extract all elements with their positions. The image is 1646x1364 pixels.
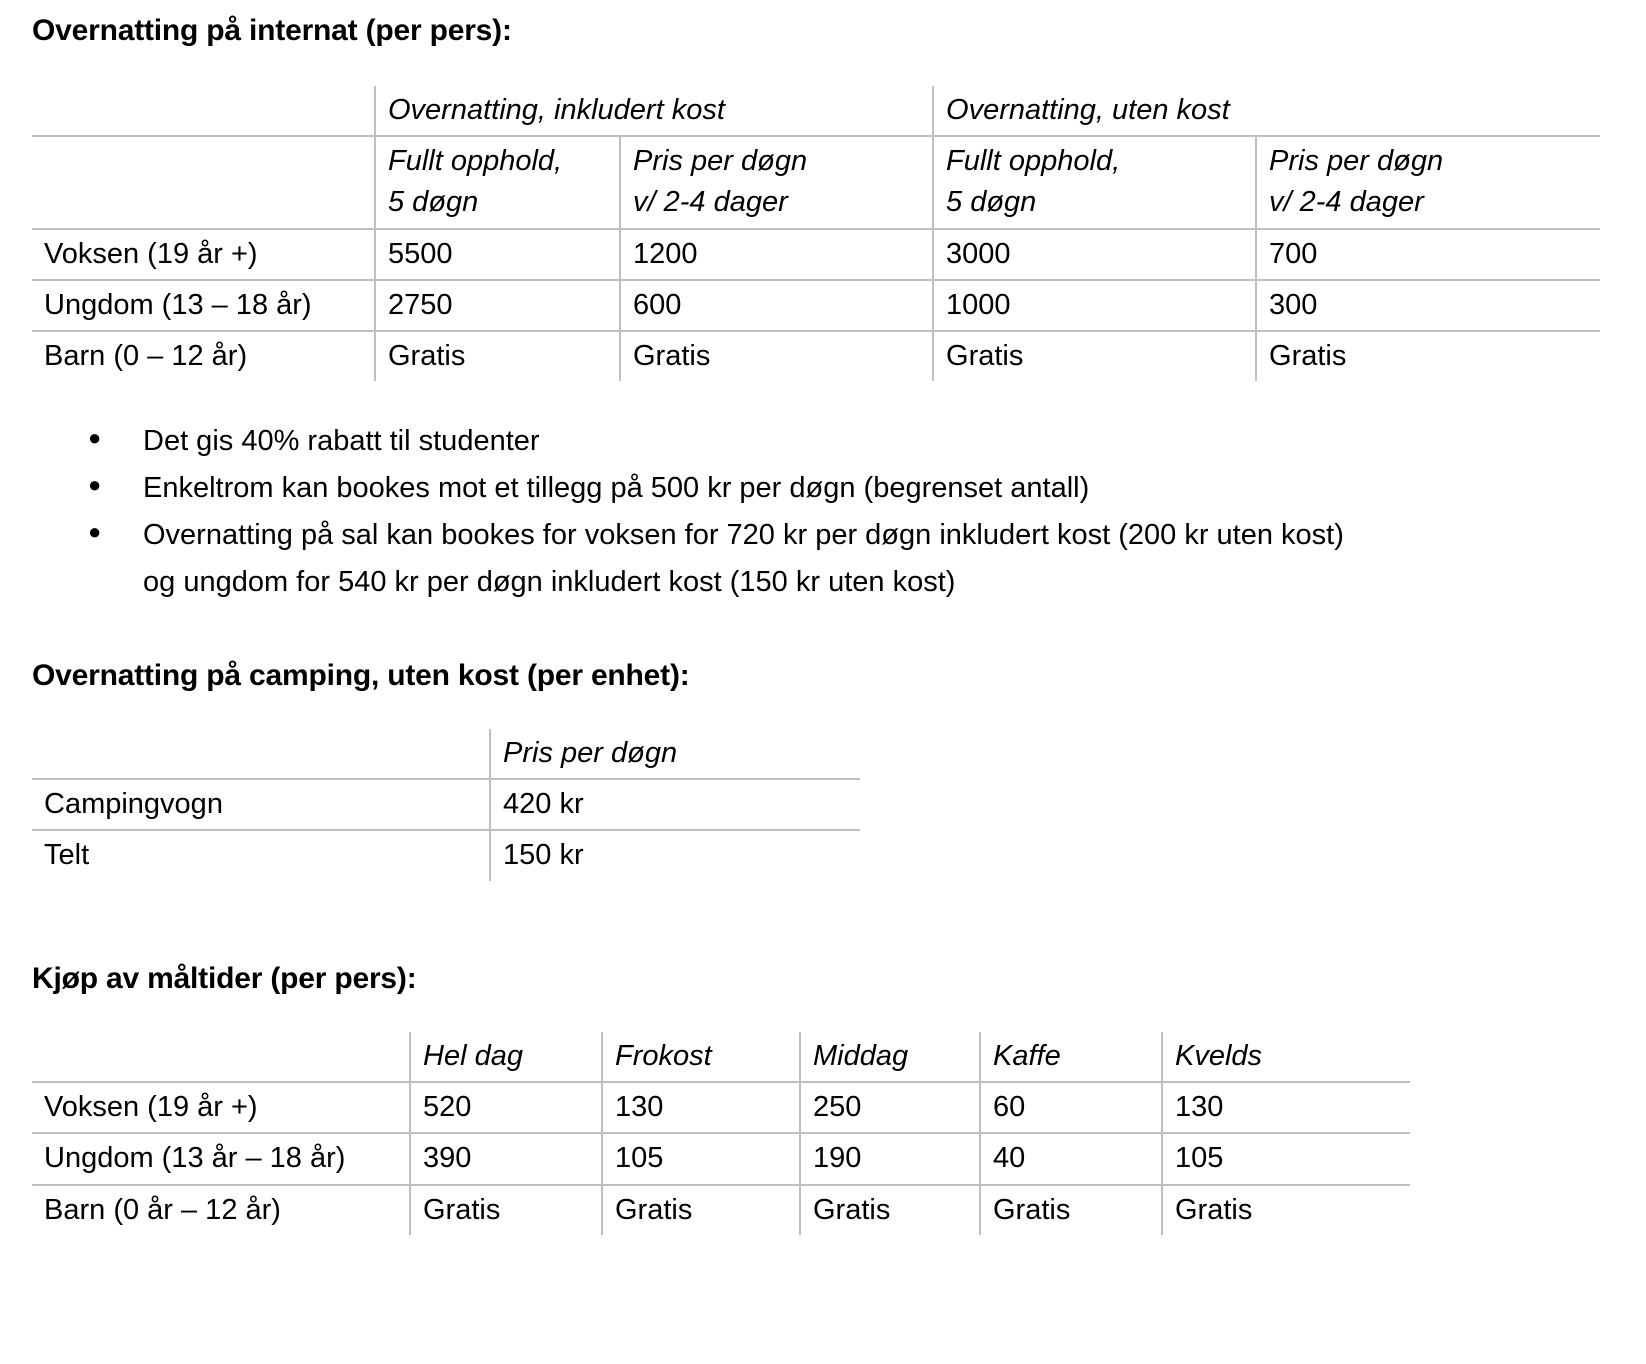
table-row-column-header <box>32 729 860 779</box>
column-header-line1: Pris per døgn <box>633 145 808 178</box>
group-header-corner <box>32 86 375 136</box>
row-label: Barn (0 år – 12 år) <box>44 1193 281 1226</box>
cell-value: 5500 <box>375 229 620 280</box>
table-row-column-header <box>32 136 1600 228</box>
column-header-corner <box>32 136 375 228</box>
heading-overnatting-internat: Overnatting på internat (per pers): <box>32 14 512 47</box>
table-row <box>32 1082 1410 1133</box>
cell-value: 105 <box>1162 1133 1410 1184</box>
column-header-pris-per-dogn-inkl <box>620 136 933 228</box>
cell-value: 1000 <box>933 280 1256 331</box>
cell-value: 60 <box>980 1082 1162 1133</box>
lodging-price-table <box>32 86 1600 381</box>
table-row <box>32 229 1600 280</box>
cell-value: Gratis <box>620 331 933 381</box>
table-row-group-header <box>32 86 1600 136</box>
cell-value: 2750 <box>375 280 620 331</box>
list-item-line1: Det gis 40% rabatt til studenter <box>143 425 540 457</box>
cell-value: 700 <box>1256 229 1600 280</box>
column-header-kvelds: Kvelds <box>1162 1032 1410 1082</box>
table-row <box>32 1133 1410 1184</box>
cell-value: 300 <box>1256 280 1600 331</box>
table-row <box>32 331 1600 381</box>
column-header-line1: Fullt opphold, <box>946 145 1121 178</box>
row-label: Ungdom (13 år – 18 år) <box>32 1133 410 1184</box>
column-header-fullt-opphold-uten <box>933 136 1256 228</box>
cell-value: Gratis <box>410 1185 602 1235</box>
table-row <box>32 280 1600 331</box>
row-label: Voksen (19 år +) <box>32 229 375 280</box>
table-row-column-header <box>32 1032 1410 1082</box>
list-item-text <box>143 512 1588 606</box>
cell-value: 1200 <box>620 229 933 280</box>
group-header-uten-kost: Overnatting, uten kost <box>933 86 1600 136</box>
cell-value: Gratis <box>980 1185 1162 1235</box>
column-header-line2: v/ 2-4 dager <box>633 186 788 219</box>
cell-value: 150 kr <box>490 830 860 880</box>
cell-value: 600 <box>620 280 933 331</box>
column-header-kaffe: Kaffe <box>980 1032 1162 1082</box>
notes-list <box>88 418 1588 606</box>
column-header-hel-dag: Hel dag <box>410 1032 602 1082</box>
cell-value: Gratis <box>800 1185 980 1235</box>
cell-value: 420 kr <box>490 779 860 830</box>
heading-kjop-av-maltider: Kjøp av måltider (per pers): <box>32 962 417 995</box>
heading-overnatting-camping: Overnatting på camping, uten kost (per enhet): <box>32 659 690 692</box>
cell-value: Gratis <box>375 331 620 381</box>
row-label: Voksen (19 år +) <box>32 1082 410 1133</box>
column-header-pris-per-dogn: Pris per døgn <box>490 729 860 779</box>
cell-value: 250 <box>800 1082 980 1133</box>
cell-value: 3000 <box>933 229 1256 280</box>
bullet-icon: ● <box>88 425 102 450</box>
meals-price-table <box>32 1032 1410 1235</box>
cell-value: 130 <box>602 1082 800 1133</box>
cell-value: 40 <box>980 1133 1162 1184</box>
table-row <box>32 1185 1410 1235</box>
table-row <box>32 779 860 830</box>
list-item-text <box>143 465 1588 512</box>
group-header-inkludert-kost: Overnatting, inkludert kost <box>375 86 933 136</box>
bullet-icon: ● <box>88 471 102 497</box>
camping-price-table <box>32 729 860 881</box>
column-header-corner <box>32 729 490 779</box>
column-header-middag: Middag <box>800 1032 980 1082</box>
row-label: Campingvogn <box>32 779 490 830</box>
cell-value: 105 <box>602 1133 800 1184</box>
column-header-corner <box>32 1032 410 1082</box>
row-label: Ungdom (13 – 18 år) <box>32 280 375 331</box>
list-item-line1: Overnatting på sal kan bookes for voksen for 720 kr per døgn inkludert kost (200 kr uten kost) <box>143 518 1344 551</box>
bullet-icon: ● <box>88 518 102 544</box>
column-header-pris-per-dogn-uten <box>1256 136 1600 228</box>
list-item <box>88 418 1588 465</box>
column-header-fullt-opphold-inkl <box>375 136 620 228</box>
list-item-text <box>143 418 1588 465</box>
table-row <box>32 830 860 880</box>
cell-value: Gratis <box>1162 1185 1410 1235</box>
cell-value: 520 <box>410 1082 602 1133</box>
row-label: Telt <box>44 839 90 872</box>
column-header-line1: Fullt opphold, <box>388 145 563 178</box>
cell-value: Gratis <box>602 1185 800 1235</box>
row-label: Barn (0 – 12 år) <box>44 339 248 372</box>
column-header-line2: 5 døgn <box>946 186 1037 219</box>
list-item-line2: og ungdom for 540 kr per døgn inkludert kost (150 kr uten kost) <box>143 565 956 598</box>
column-header-line1: Pris per døgn <box>1269 145 1444 178</box>
column-header-line2: 5 døgn <box>388 186 479 219</box>
list-item-line1: Enkeltrom kan bookes mot et tillegg på 500 kr per døgn (begrenset antall) <box>143 471 1090 504</box>
cell-value: 390 <box>410 1133 602 1184</box>
column-header-frokost: Frokost <box>602 1032 800 1082</box>
list-item <box>88 512 1588 606</box>
cell-value: Gratis <box>1256 331 1600 381</box>
cell-value: 190 <box>800 1133 980 1184</box>
cell-value: Gratis <box>933 331 1256 381</box>
list-item <box>88 465 1588 512</box>
column-header-line2: v/ 2-4 dager <box>1269 186 1424 219</box>
cell-value: 130 <box>1162 1082 1410 1133</box>
